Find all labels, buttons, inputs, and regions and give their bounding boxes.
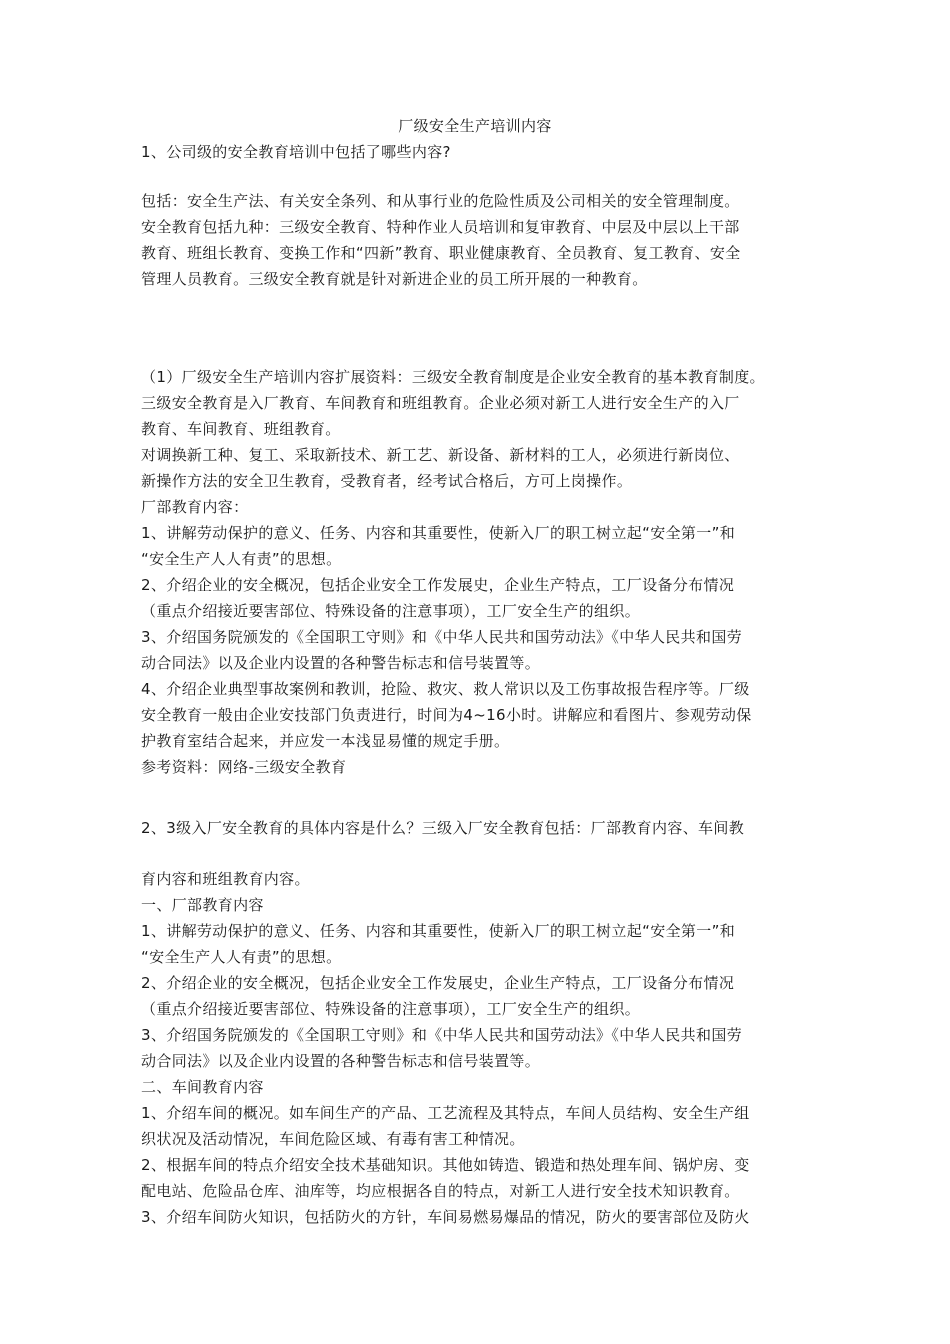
expanded-info-section xyxy=(141,364,831,780)
expanded-line: 厂部教育内容： xyxy=(141,498,249,516)
question-1-answer xyxy=(141,188,831,292)
expanded-line: 动合同法》以及企业内设置的各种警告标志和信号装置等。 xyxy=(141,654,541,672)
question-1: 1、公司级的安全教育培训中包括了哪些内容? xyxy=(141,143,451,161)
document-title: 厂级安全生产培训内容 xyxy=(398,117,552,135)
reference-line: 参考资料：网络-三级安全教育 xyxy=(141,758,347,776)
answer-line: 教育、班组长教育、变换工作和“四新”教育、职业健康教育、全员教育、复工教育、安全 xyxy=(141,244,741,262)
expanded-line: 1、讲解劳动保护的意义、任务、内容和其重要性，使新入厂的职工树立起“安全第一”和 xyxy=(141,524,736,542)
body-line: 1、介绍车间的概况。如车间生产的产品、工艺流程及其特点，车间人员结构、安全生产组 xyxy=(141,1104,750,1122)
expanded-line: “安全生产人人有责”的思想。 xyxy=(141,550,342,568)
question-2-continuation: 育内容和班组教育内容。 xyxy=(141,870,310,888)
expanded-line: 安全教育一般由企业安技部门负责进行，时间为4~16小时。讲解应和看图片、参观劳动保 xyxy=(141,706,752,724)
question-2-body xyxy=(141,866,831,1230)
answer-line: 包括：安全生产法、有关安全条列、和从事行业的危险性质及公司相关的安全管理制度。 xyxy=(141,192,740,210)
question-2: 2、3级入厂安全教育的具体内容是什么？三级入厂安全教育包括：厂部教育内容、车间教 xyxy=(141,819,745,837)
question-1-section xyxy=(141,139,831,165)
body-line: 动合同法》以及企业内设置的各种警告标志和信号装置等。 xyxy=(141,1052,541,1070)
body-line: 2、根据车间的特点介绍安全技术基础知识。其他如铸造、锻造和热处理车间、锅炉房、变 xyxy=(141,1156,750,1174)
expanded-line: 3、介绍国务院颁发的《全国职工守则》和《中华人民共和国劳动法》《中华人民共和国劳 xyxy=(141,628,743,646)
section-heading-factory: 一、厂部教育内容 xyxy=(141,896,264,914)
body-line: “安全生产人人有责”的思想。 xyxy=(141,948,342,966)
body-line: 3、介绍国务院颁发的《全国职工守则》和《中华人民共和国劳动法》《中华人民共和国劳 xyxy=(141,1026,743,1044)
expanded-line: 新操作方法的安全卫生教育，受教育者，经考试合格后，方可上岗操作。 xyxy=(141,472,633,490)
body-line: 3、介绍车间防火知识，包括防火的方针，车间易燃易爆品的情况，防火的要害部位及防火 xyxy=(141,1208,750,1226)
body-line: 2、介绍企业的安全概况，包括企业安全工作发展史，企业生产特点，工厂设备分布情况 xyxy=(141,974,735,992)
expanded-line: 2、介绍企业的安全概况，包括企业安全工作发展史，企业生产特点，工厂设备分布情况 xyxy=(141,576,735,594)
expanded-line: 三级安全教育是入厂教育、车间教育和班组教育。企业必须对新工人进行安全生产的入厂 xyxy=(141,394,740,412)
body-line: 配电站、危险品仓库、油库等，均应根据各自的特点，对新工人进行安全技术知识教育。 xyxy=(141,1182,740,1200)
expanded-line: 4、介绍企业典型事故案例和教训，抢险、救灾、救人常识以及工伤事故报告程序等。厂级 xyxy=(141,680,750,698)
body-line: 1、讲解劳动保护的意义、任务、内容和其重要性，使新入厂的职工树立起“安全第一”和 xyxy=(141,922,736,940)
expanded-line: 教育、车间教育、班组教育。 xyxy=(141,420,341,438)
expanded-line: （1）厂级安全生产培训内容扩展资料：三级安全教育制度是企业安全教育的基本教育制度。 xyxy=(141,368,765,386)
expanded-line: （重点介绍接近要害部位、特殊设备的注意事项），工厂安全生产的组织。 xyxy=(141,602,641,620)
expanded-line: 对调换新工种、复工、采取新技术、新工艺、新设备、新材料的工人，必须进行新岗位、 xyxy=(141,446,740,464)
expanded-line: 护教育室结合起来，并应发一本浅显易懂的规定手册。 xyxy=(141,732,510,750)
question-2-section xyxy=(141,815,831,841)
answer-line: 安全教育包括九种：三级安全教育、特种作业人员培训和复审教育、中层及中层以上干部 xyxy=(141,218,740,236)
section-heading-workshop: 二、车间教育内容 xyxy=(141,1078,264,1096)
body-line: （重点介绍接近要害部位、特殊设备的注意事项），工厂安全生产的组织。 xyxy=(141,1000,641,1018)
body-line: 织状况及活动情况，车间危险区域、有毒有害工种情况。 xyxy=(141,1130,525,1148)
answer-line: 管理人员教育。三级安全教育就是针对新进企业的员工所开展的一种教育。 xyxy=(141,270,648,288)
